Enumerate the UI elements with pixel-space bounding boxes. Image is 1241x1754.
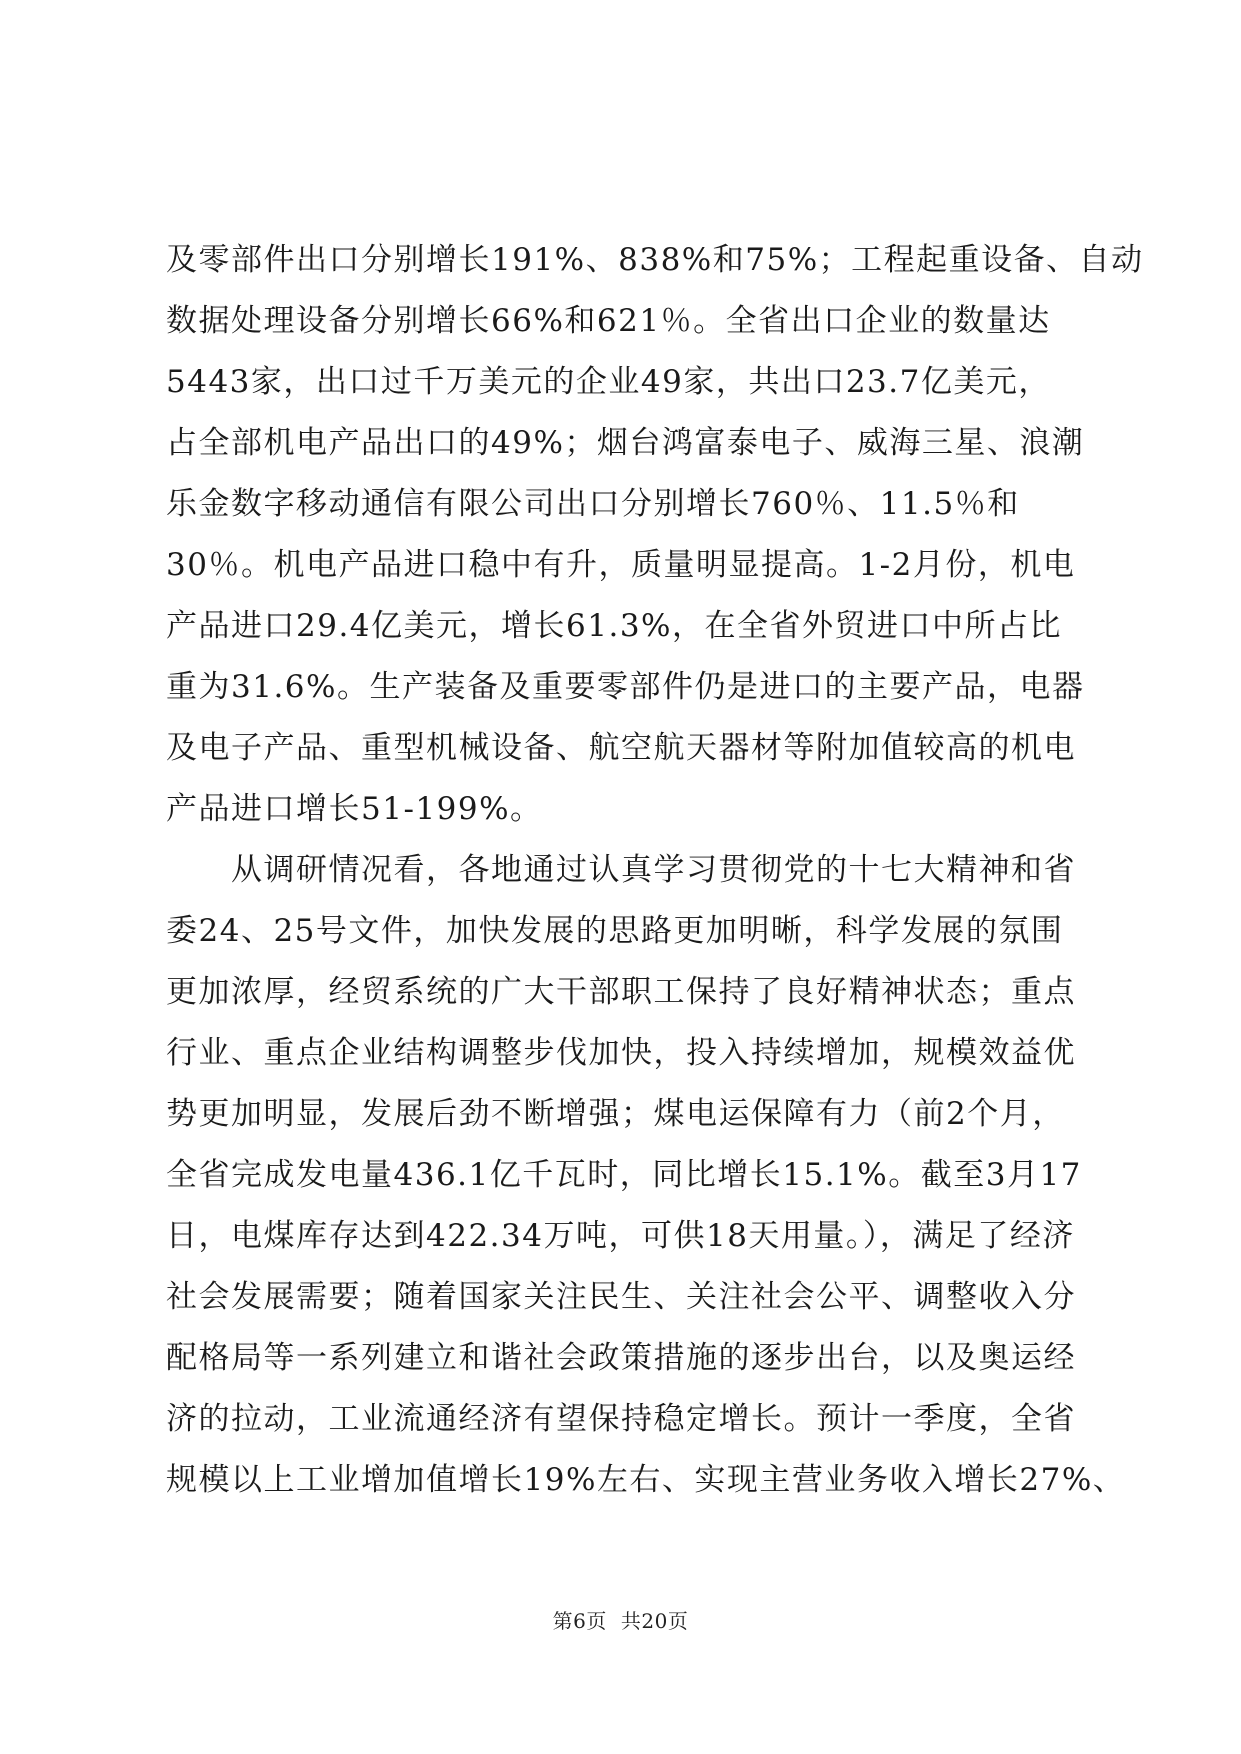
text-line: 数据处理设备分别增长66%和621％。全省出口企业的数量达 [166, 303, 1051, 339]
text-line: 乐金数字移动通信有限公司出口分别增长760％、11.5％和 [166, 486, 1020, 522]
text-line: 日，电煤库存达到422.34万吨，可供18天用量。），满足了经济 [166, 1218, 1075, 1254]
text-line: 委24、25号文件，加快发展的思路更加明晰，科学发展的氛围 [166, 913, 1064, 949]
text-line: 行业、重点企业结构调整步伐加快，投入持续增加，规模效益优 [166, 1035, 1076, 1071]
text-line: 5443家，出口过千万美元的企业49家，共出口23.7亿美元， [166, 364, 1051, 400]
body-text [166, 230, 1144, 1511]
text-line: 30％。机电产品进口稳中有升，质量明显提高。1-2月份，机电 [166, 547, 1076, 583]
text-line: 从调研情况看，各地通过认真学习贯彻党的十七大精神和省 [166, 852, 1076, 888]
text-line: 占全部机电产品出口的49%；烟台鸿富泰电子、威海三星、浪潮 [166, 425, 1085, 461]
page-footer [0, 1605, 1241, 1634]
text-line: 产品进口29.4亿美元，增长61.3%，在全省外贸进口中所占比 [166, 608, 1063, 644]
text-line: 及电子产品、重型机械设备、航空航天器材等附加值较高的机电 [166, 730, 1076, 766]
text-line: 全省完成发电量436.1亿千瓦时，同比增长15.1%。截至3月17 [166, 1157, 1082, 1193]
text-line: 及零部件出口分别增长191%、838%和75%；工程起重设备、自动 [166, 242, 1144, 278]
text-line: 社会发展需要；随着国家关注民生、关注社会公平、调整收入分 [166, 1279, 1076, 1315]
text-line: 配格局等一系列建立和谐社会政策措施的逐步出台，以及奥运经 [166, 1340, 1076, 1376]
text-line: 规模以上工业增加值增长19%左右、实现主营业务收入增长27%、 [166, 1462, 1126, 1498]
text-line: 济的拉动，工业流通经济有望保持稳定增长。预计一季度，全省 [166, 1401, 1076, 1437]
text-line: 势更加明显，发展后劲不断增强；煤电运保障有力（前2个月， [166, 1096, 1065, 1132]
text-line: 重为31.6%。生产装备及重要零部件仍是进口的主要产品，电器 [166, 669, 1085, 705]
total-pages: 共20页 [620, 1609, 689, 1633]
page-number: 第6页 [552, 1609, 607, 1633]
text-line: 产品进口增长51-199%。 [166, 791, 543, 827]
text-line: 更加浓厚，经贸系统的广大干部职工保持了良好精神状态；重点 [166, 974, 1076, 1010]
